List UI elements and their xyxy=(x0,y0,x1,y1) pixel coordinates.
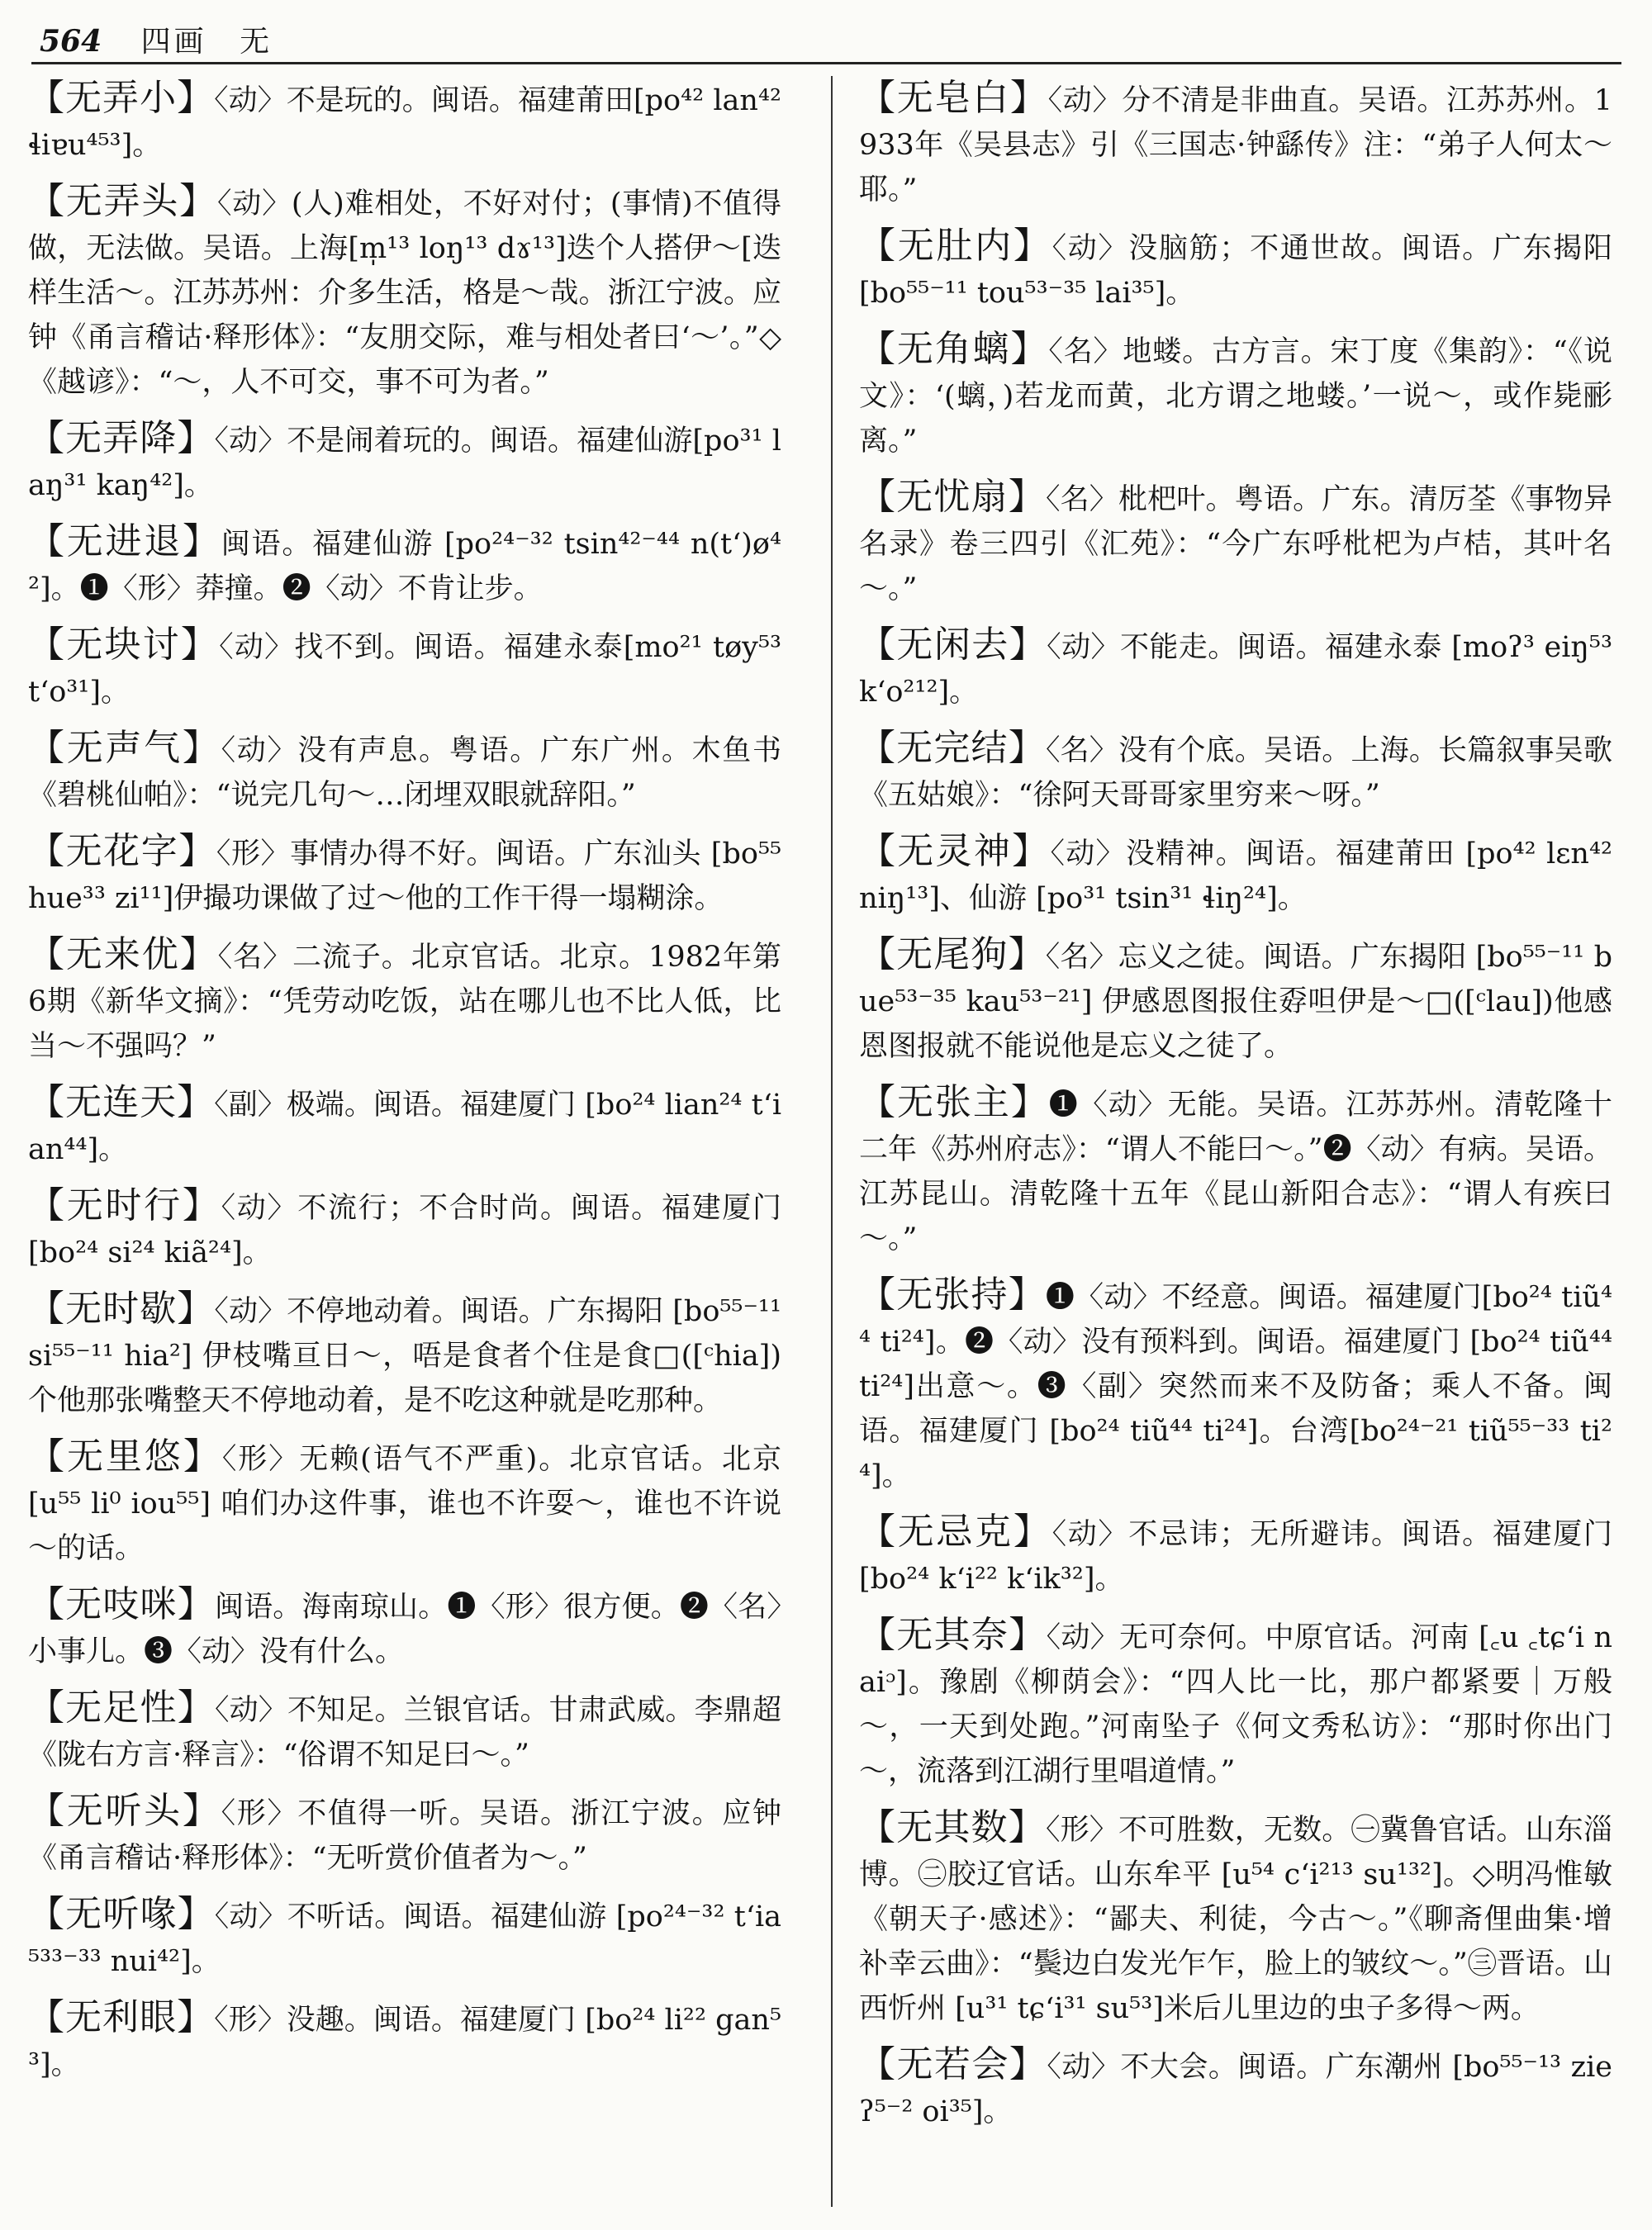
dictionary-entry xyxy=(859,932,1612,1069)
dictionary-entry xyxy=(28,1184,781,1275)
dictionary-entry xyxy=(28,1435,781,1571)
dictionary-entry xyxy=(28,1995,781,2087)
entry-definition: 〈名〉二流子。北京官话。北京。1982年第6期《新华文摘》：“凭劳动吃饭，站在哪儿也不比人低，比当～不强吗？” xyxy=(28,941,781,1063)
entry-headword: 【无吱咪】 xyxy=(28,1583,215,1625)
entry-definition: 〈名〉地蝼。古方言。宋丁度《集韵》：“《说文》：‘(螭，)若龙而黄，北方谓之地蝼。’一说～，或作毙彨离。” xyxy=(859,335,1612,458)
entry-headword: 【无进退】 xyxy=(28,520,221,562)
entry-headword: 【无皂白】 xyxy=(859,77,1048,119)
entry-definition: 〈名〉没有个底。吴语。上海。长篇叙事吴歌《五姑娘》：“徐阿天哥哥家里穷来～呀。” xyxy=(859,734,1612,812)
entry-headword: 【无利眼】 xyxy=(28,1996,215,2038)
entry-definition: 〈动〉不流行；不合时尚。闽语。福建厦门 [bo²⁴ si²⁴ kiã²⁴]。 xyxy=(28,1192,781,1269)
dictionary-entry xyxy=(859,327,1612,463)
entry-headword: 【无来优】 xyxy=(28,933,218,975)
entry-headword: 【无闲去】 xyxy=(859,624,1047,666)
entry-definition: 〈动〉(人)难相处，不好对付；(事情)不值得做，无法做。吴语。上海[m̩¹³ loŋ¹³ dɤ¹³]迭个人搭伊～[迭样生活～。江苏苏州：介多生活，格是～哉。浙江宁波。应钟《甬言稽诂·释形体》：“友朋交际，难与相处者曰‘～’。”◇《越谚》：“～，人不可交，事不可为者。” xyxy=(28,187,781,399)
entry-headword: 【无听喙】 xyxy=(28,1893,215,1935)
entry-headword: 【无忌克】 xyxy=(859,1511,1052,1553)
entry-definition: 〈动〉不是玩的。闽语。福建莆田[po⁴² lan⁴² ɬiɐu⁴⁵³]。 xyxy=(28,84,781,162)
entry-definition: 〈形〉事情办得不好。闽语。广东汕头 [bo⁵⁵ hue³³ zi¹¹]伊撮功课做了过～他的工作干得一塌糊涂。 xyxy=(28,837,781,915)
entry-headword: 【无其奈】 xyxy=(859,1614,1047,1656)
entry-definition: 〈动〉不大会。闽语。广东潮州 [bo⁵⁵⁻¹³ zieʔ⁵⁻² oi³⁵]。 xyxy=(859,2051,1612,2128)
dictionary-entry xyxy=(28,1892,781,1984)
entry-headword: 【无弄头】 xyxy=(28,180,217,222)
entry-headword: 【无张主】 xyxy=(859,1081,1049,1123)
entry-definition: 〈名〉忘义之徒。闽语。广东揭阳 [bo⁵⁵⁻¹¹ bue⁵³⁻³⁵ kau⁵³⁻²¹] 伊感恩图报住孬呾伊是～□([ᶜlau])他感恩图报就不能说他是忘义之徒了。 xyxy=(859,941,1612,1063)
dictionary-entry xyxy=(28,1287,781,1423)
entry-headword: 【无肚内】 xyxy=(859,225,1052,267)
entry-definition: 〈动〉不停地动着。闽语。广东揭阳 [bo⁵⁵⁻¹¹ si⁵⁵⁻¹¹ hia²] 伊枝嘴亘日～，唔是食者个住是食□([ᶜhia])个他那张嘴整天不停地动着，是不吃这种就是吃那种。 xyxy=(28,1295,781,1417)
entry-headword: 【无时歇】 xyxy=(28,1288,215,1330)
dictionary-entry xyxy=(859,726,1612,818)
page-header xyxy=(31,18,1621,64)
entry-headword: 【无弄降】 xyxy=(28,417,215,459)
entry-definition: 〈形〉不可胜数，无数。㊀冀鲁官话。山东淄博。㊁胶辽官话。山东牟平 [u⁵⁴ c‘i²¹³ su¹³²]。◇明冯惟敏《朝天子·感述》：“鄙夫、利徒，今古～。”《聊斋俚曲集·增补幸云曲》：“鬓边白发光乍乍，脸上的皱纹～。”㊂晋语。山西忻州 [u³¹ tɕ‘i³¹ su⁵³]米后儿里边的虫子多得～两。 xyxy=(859,1814,1612,2025)
entry-headword: 【无连天】 xyxy=(28,1081,215,1123)
entry-definition: 〈动〉没有声息。粤语。广东广州。木鱼书《碧桃仙帕》：“说完几句～…闭埋双眼就辞阳。” xyxy=(28,734,781,812)
entry-headword: 【无花字】 xyxy=(28,830,216,872)
dictionary-entry xyxy=(859,1273,1612,1498)
dictionary-entry xyxy=(28,932,781,1069)
dictionary-entry xyxy=(859,623,1612,714)
entry-headword: 【无张持】 xyxy=(859,1274,1046,1316)
entry-definition: ❶〈动〉不经意。闽语。福建厦门[bo²⁴ tiũ⁴⁴ ti²⁴]。❷〈动〉没有预料到。闽语。福建厦门 [bo²⁴ tiũ⁴⁴ ti²⁴]出意～。❸〈副〉突然而来不及防备；乘人不备。闽语。福建厦门 [bo²⁴ tiũ⁴⁴ ti²⁴]。台湾[bo²⁴⁻²¹ tiũ⁵⁵⁻³³ ti²⁴]。 xyxy=(859,1281,1612,1492)
column-divider xyxy=(831,76,833,2207)
dictionary-entry xyxy=(28,520,781,611)
dictionary-entry xyxy=(28,726,781,818)
dictionary-entry xyxy=(28,1686,781,1777)
entry-definition: 〈动〉不是闹着玩的。闽语。福建仙游[po³¹ laŋ³¹ kaŋ⁴²]。 xyxy=(28,425,781,502)
entry-headword: 【无弄小】 xyxy=(28,77,215,119)
dictionary-entry xyxy=(859,1805,1612,2031)
entry-definition: 〈动〉找不到。闽语。福建永泰[mo²¹ tøy⁵³ t‘o³¹]。 xyxy=(28,631,781,709)
dictionary-entry xyxy=(28,829,781,921)
entry-definition: 〈动〉不能走。闽语。福建永泰 [moʔ³ eiŋ⁵³ k‘o²¹²]。 xyxy=(859,631,1612,709)
entry-headword: 【无其数】 xyxy=(859,1806,1046,1848)
dictionary-entry xyxy=(28,1080,781,1172)
entry-headword: 【无完结】 xyxy=(859,727,1046,769)
entry-headword: 【无块讨】 xyxy=(28,624,220,666)
dictionary-entry xyxy=(28,76,781,168)
dictionary-entry xyxy=(28,1789,781,1881)
dictionary-entry xyxy=(28,416,781,508)
dictionary-entry xyxy=(859,224,1612,316)
section-character: 无 xyxy=(240,25,270,59)
entry-definition: 闽语。海南琼山。❶〈形〉很方便。❷〈名〉小事儿。❸〈动〉没有什么。 xyxy=(28,1591,781,1668)
right-column xyxy=(859,76,1612,2215)
entry-definition: 闽语。福建仙游 [po²⁴⁻³² tsin⁴²⁻⁴⁴ n(t‘)ø⁴²]。❶〈形〉莽撞。❷〈动〉不肯让步。 xyxy=(28,528,781,605)
entry-headword: 【无足性】 xyxy=(28,1687,215,1729)
entry-definition: 〈形〉不值得一听。吴语。浙江宁波。应钟《甬言稽诂·释形体》：“无听赏价值者为～。” xyxy=(28,1797,781,1875)
entry-headword: 【无若会】 xyxy=(859,2043,1047,2085)
entry-definition: 〈形〉无赖(语气不严重)。北京官话。北京 [u⁵⁵ li⁰ iou⁵⁵] 咱们办这件事，谁也不许耍～，谁也不许说～的话。 xyxy=(28,1443,781,1565)
entry-definition: 〈名〉枇杷叶。粤语。广东。清厉荃《事物异名录》卷三四引《汇苑》：“今广东呼枇杷为卢桔，其叶名～。” xyxy=(859,483,1612,605)
dictionary-entry xyxy=(859,829,1612,921)
entry-definition: 〈动〉没精神。闽语。福建莆田 [po⁴² lɛn⁴² niŋ¹³]、仙游 [po³¹ tsin³¹ ɬiŋ²⁴]。 xyxy=(859,837,1612,915)
section-label: 四画 xyxy=(140,25,207,59)
entry-headword: 【无里悠】 xyxy=(28,1435,222,1478)
dictionary-entry xyxy=(28,1582,781,1674)
dictionary-entry xyxy=(859,2043,1612,2134)
entry-definition: 〈动〉没脑筋；不通世故。闽语。广东揭阳 [bo⁵⁵⁻¹¹ tou⁵³⁻³⁵ lai³⁵]。 xyxy=(859,232,1612,310)
entry-headword: 【无听头】 xyxy=(28,1790,221,1832)
dictionary-entry xyxy=(859,1080,1612,1261)
entry-definition: 〈动〉不听话。闽语。福建仙游 [po²⁴⁻³² t‘ia⁵³³⁻³³ nui⁴²]。 xyxy=(28,1900,781,1978)
entry-headword: 【无时行】 xyxy=(28,1184,221,1226)
entry-headword: 【无尾狗】 xyxy=(859,933,1046,975)
dictionary-entry xyxy=(859,76,1612,212)
dictionary-entry xyxy=(28,623,781,714)
dictionary-entry xyxy=(28,179,781,405)
entry-definition: ❶〈动〉无能。吴语。江苏苏州。清乾隆十二年《苏州府志》：“谓人不能曰～。”❷〈动〉有病。吴语。江苏昆山。清乾隆十五年《昆山新阳合志》：“谓人有疾曰～。” xyxy=(859,1089,1612,1255)
entry-headword: 【无声气】 xyxy=(28,727,221,769)
entry-definition: 〈副〉极端。闽语。福建厦门 [bo²⁴ lian²⁴ t‘ian⁴⁴]。 xyxy=(28,1089,781,1166)
dictionary-entry xyxy=(859,1613,1612,1794)
entry-definition: 〈动〉分不清是非曲直。吴语。江苏苏州。1933年《吴县志》引《三国志·钟繇传》注：“弟子人何太～耶。” xyxy=(859,84,1612,206)
page-number: 564 xyxy=(40,24,102,59)
entry-headword: 【无角螭】 xyxy=(859,328,1049,370)
entry-definition: 〈形〉没趣。闽语。福建厦门 [bo²⁴ li²² gan⁵³]。 xyxy=(28,2004,781,2081)
dictionary-entry xyxy=(859,1510,1612,1601)
entry-definition: 〈动〉不忌讳；无所避讳。闽语。福建厦门 [bo²⁴ k‘i²² k‘ik³²]。 xyxy=(859,1518,1612,1596)
entry-headword: 【无灵神】 xyxy=(859,830,1051,872)
entry-headword: 【无忧扇】 xyxy=(859,476,1046,518)
entry-definition: 〈动〉无可奈何。中原官话。河南 [꜀u ꜀tɕ‘i naiᵓ]。豫剧《柳荫会》：“四人比一比，那户都紧要｜万般～，一天到处跑。”河南坠子《何文秀私访》：“那时你出门～，流落到江湖行里唱道情。” xyxy=(859,1621,1612,1788)
dictionary-entry xyxy=(859,475,1612,611)
left-column xyxy=(28,76,781,2215)
entry-definition: 〈动〉不知足。兰银官话。甘肃武威。李鼎超《陇右方言·释言》：“俗谓不知足曰～。” xyxy=(28,1694,781,1772)
